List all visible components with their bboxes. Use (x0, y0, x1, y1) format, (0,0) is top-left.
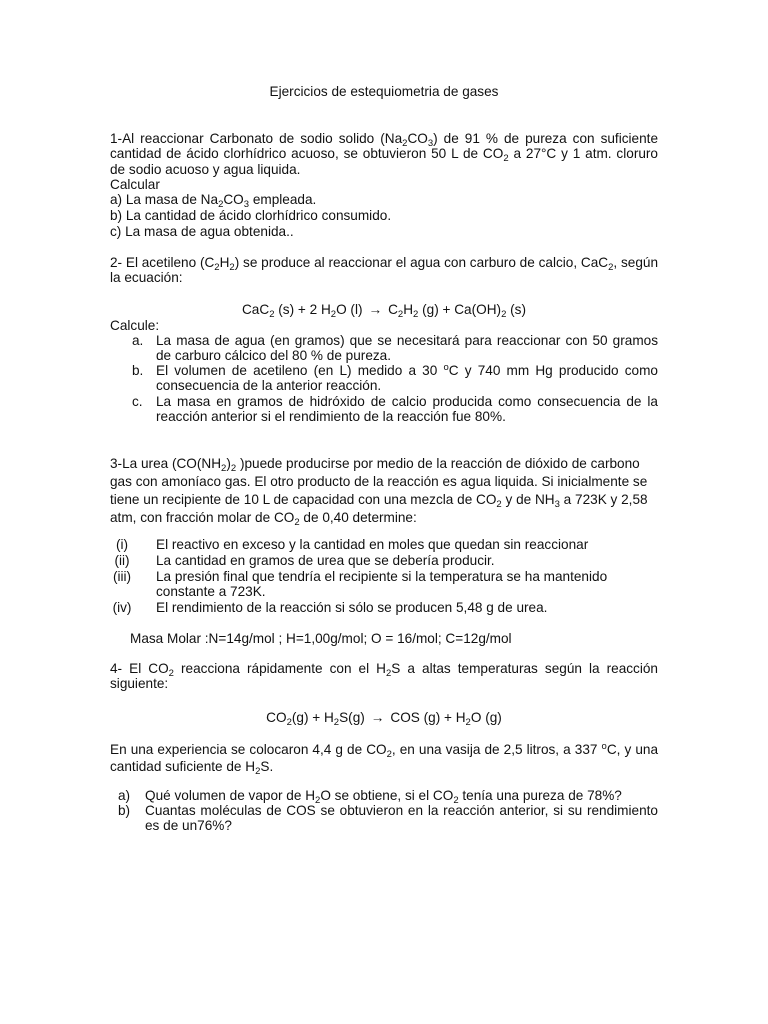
exercise-1-calcular: Calcular (110, 177, 160, 192)
list-label: a. (132, 333, 144, 348)
list-label: (i) (115, 537, 129, 552)
list-label: b) (118, 803, 131, 818)
list-label: (iii) (112, 569, 132, 584)
exercise-1-item-c: c) La masa de agua obtenida.. (110, 224, 294, 239)
exercise-3-item-iii: La presión final que tendría el recipiente si la temperatura se ha mantenido constante a 723K. (156, 569, 608, 600)
exercise-2-equation: CaC$_2$ (s) + 2 $H_2O$ $(l) \to C_2H_2$ $(g) + Ca(OH)_2$ (s) (241, 302, 526, 320)
exercise-3-item-i: El reactivo en exceso y la cantidad en moles que quedan sin reaccionar (156, 537, 589, 552)
list-label: (ii) (114, 553, 130, 568)
exercise-2-item-c: La masa en gramos de hidróxido de calcio producida como consecuencia de la reacción anterior si el rendimiento de la reacción fue 80%. (156, 394, 658, 425)
exercise-2-item-a: La masa de agua (en gramos) que se necesitará para reaccionar con 50 gramos de carburo cálcico del 80 % de pureza. (156, 333, 658, 364)
exercise-2-statement: 2- El acetileno $(C_2H_2)$ se produce al reaccionar el agua con carburo de calcio, CaC$_2$, según la ecuación: (110, 255, 659, 286)
exercise-3-item-iv: El rendimiento de la reacción si sólo se producen 5,48 g de urea. (156, 600, 548, 615)
list-label: (iv) (112, 600, 132, 615)
molar-mass-line: Masa Molar :N=14g/mol ; H=1,00g/mol; O = 16/mol; C=12g/mol (130, 631, 512, 646)
list-label: a) (118, 788, 131, 803)
exercise-1-item-b: b) La cantidad de ácido clorhídrico consumido. (110, 208, 392, 223)
exercise-4-experiment: En una experiencia se colocaron 4,4 g de $CO_2$, en una vasija de 2,5 litros, a 337 $^o$C, y una cantidad suficiente de $H_2S$. (110, 741, 659, 777)
reaction-arrow-icon: → (368, 302, 383, 317)
exercise-4-statement: 4- El $CO_2$ reacciona rápidamente con el $H_2S$ a altas temperaturas según la reacción siguiente: (110, 661, 658, 692)
exercise-2-item-b: El volumen de acetileno (en L) medido a 30 $^o$C y 740 mm Hg producido como consecuencia de la anterior reacción. (156, 362, 658, 394)
exercise-1-item-a: a) La masa de $Na_2CO_3$ empleada. (110, 192, 317, 210)
exercise-4-equation: $CO_2(g) + H_2S(g)$ → COS $(g) + H_2O$ (g) (266, 710, 502, 728)
exercise-4-item-a: Qué volumen de vapor de $H_2O$ se obtiene, si el $CO_2$ tenía una pureza de 78%? (145, 788, 622, 806)
exercise-2-calcule: Calcule: (110, 318, 160, 333)
list-label: c. (132, 394, 143, 409)
document-title: Ejercicios de estequiometria de gases (269, 84, 499, 99)
exercise-3-statement: 3-La urea ($CO(NH_2)_2$ )puede producirse por medio de la reacción de dióxido de carbono gas con amoníaco gas. El otro producto de la reacción es agua liquida. Si inicialmente se tiene un recipiente de 10 L de capacidad con una mezcla de $CO_2$ y de $NH_3$ a 723K y 2,58 atm, con fracción molar de $CO_2$ de 0,40 determine: (110, 456, 648, 528)
exercise-1-statement: 1-Al reaccionar Carbonato de sodio solido $(Na_2CO_3)$ de 91 % de pureza con suficiente cantidad de ácido clorhídrico acuoso, se obtuvieron 50 L de $CO_2$ a 27°C y 1 atm. cloruro de sodio acuoso y agua liquida. (110, 131, 659, 177)
exercise-3-item-ii: La cantidad en gramos de urea que se debería producir. (156, 553, 495, 568)
list-label: b. (132, 363, 144, 378)
reaction-arrow-icon: → (370, 710, 385, 725)
exercise-4-item-b: Cuantas moléculas de COS se obtuvieron en la reacción anterior, si su rendimiento es de un76%? (145, 803, 658, 834)
